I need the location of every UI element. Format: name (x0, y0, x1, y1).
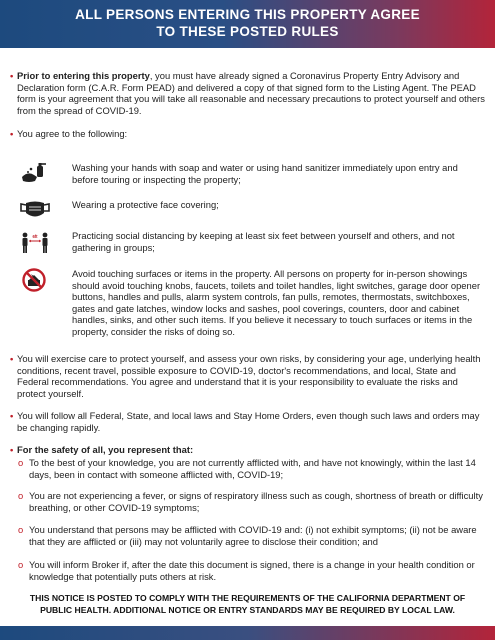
laws-bullet (10, 410, 488, 433)
representation-item (18, 457, 486, 480)
rule-text: Practicing social distancing by keeping at least six feet between yourself and others, and not gathering in groups; (72, 230, 455, 253)
laws-text: You will follow all Federal, State, and local laws and Stay Home Orders, even though such laws and orders may be changing rapidly. (17, 410, 480, 433)
representation-item (18, 490, 486, 513)
no-touch-icon (20, 268, 50, 292)
header-line-2: TO THESE POSTED RULES (156, 24, 339, 39)
representation-text: To the best of your knowledge, you are not currently afflicted with, and have not knowingly, within the last 14 days, been in contact with someone afflicted with, COVID-19; (29, 457, 476, 480)
agree-bullet (10, 128, 488, 140)
representation-text: You are not experiencing a fever, or signs of respiratory illness such as cough, shortness of breath or difficulty breathing, or other COVID-19 symptoms; (29, 490, 483, 513)
sub-bullet: o (18, 559, 24, 570)
bullet-dot: • (10, 444, 14, 455)
bottom-stripe (0, 626, 495, 640)
intro-bullet (10, 70, 488, 116)
bullet-dot: • (10, 70, 14, 81)
intro-bold: Prior to entering this property (17, 70, 150, 81)
rule-text: Avoid touching surfaces or items in the property. All persons on property for in-person showings should avoid touching knobs, faucets, toilets and toilet handles, light switches, garage door opener buttons, handles and pulls, alarm system controls, fan pulls, remotes, thermostats, switchboxes, gates and gate latches, window locks and sashes, pool coverings, counters, door and cabinet handles, sinks, and other such items. If you believe it necessary to touch surfaces or items in the property, consider the risks of doing so. (72, 268, 481, 337)
hand-wash-icon (20, 162, 50, 186)
representation-item (18, 524, 486, 547)
header-line-1: ALL PERSONS ENTERING THIS PROPERTY AGREE (75, 7, 420, 22)
intro-text (17, 70, 488, 116)
bullet-dot: • (10, 410, 14, 421)
intro-rest: , you must have already signed a Coronavirus Property Entry Advisory and Declaration form (C.A.R. Form PEAD) and delivered a copy of that signed form to the Listing Agent. The PEAD form is your agreement that you will take all reasonable and necessary precautions to protect yourself and others from the spread of COVID-19. (17, 70, 485, 116)
represent-label: For the safety of all, you represent that: (17, 444, 194, 455)
social-distance-icon (20, 230, 50, 254)
care-text: You will exercise care to protect yourself, and assess your own risks, by considering your age, underlying health conditions, recent travel, possible exposure to COVID-19, doctor's recommendations, and local, State and Federal recommendations. You agree and understand that it is your responsibility to evaluate the risks and protect yourself. (17, 353, 481, 399)
sub-bullet: o (18, 490, 24, 501)
representation-text: You will inform Broker if, after the date this document is signed, there is a change in your health condition or knowledge that potentially puts others at risk. (29, 559, 475, 582)
representation-item (18, 559, 486, 582)
represent-bullet (10, 444, 488, 456)
footer-line-2: PUBLIC HEALTH. ADDITIONAL NOTICE OR ENTRY STANDARDS MAY BE REQUIRED BY LOCAL LAW. (40, 604, 455, 615)
representation-text: You understand that persons may be afflicted with COVID-19 and: (i) not exhibit symptoms; (ii) not be aware that they are afflicted or (iii) may not voluntarily agree to disclose their condition; and (29, 524, 477, 547)
footer-line-1: THIS NOTICE IS POSTED TO COMPLY WITH THE REQUIREMENTS OF THE CALIFORNIA DEPARTMENT OF (29, 593, 466, 603)
sub-bullet: o (18, 457, 24, 468)
face-mask-icon (20, 198, 50, 222)
bullet-dot: • (10, 128, 14, 139)
notice-header (0, 0, 495, 48)
rule-text: Washing your hands with soap and water or using hand sanitizer immediately upon entry and before touring or inspecting the property; (72, 162, 458, 185)
bullet-dot: • (10, 353, 14, 364)
notice-footer (0, 593, 495, 616)
agree-label: You agree to the following: (17, 128, 128, 139)
care-bullet (10, 353, 488, 399)
sub-bullet: o (18, 524, 24, 535)
rule-text: Wearing a protective face covering; (72, 199, 219, 210)
distance-label: 6ft (32, 234, 38, 239)
